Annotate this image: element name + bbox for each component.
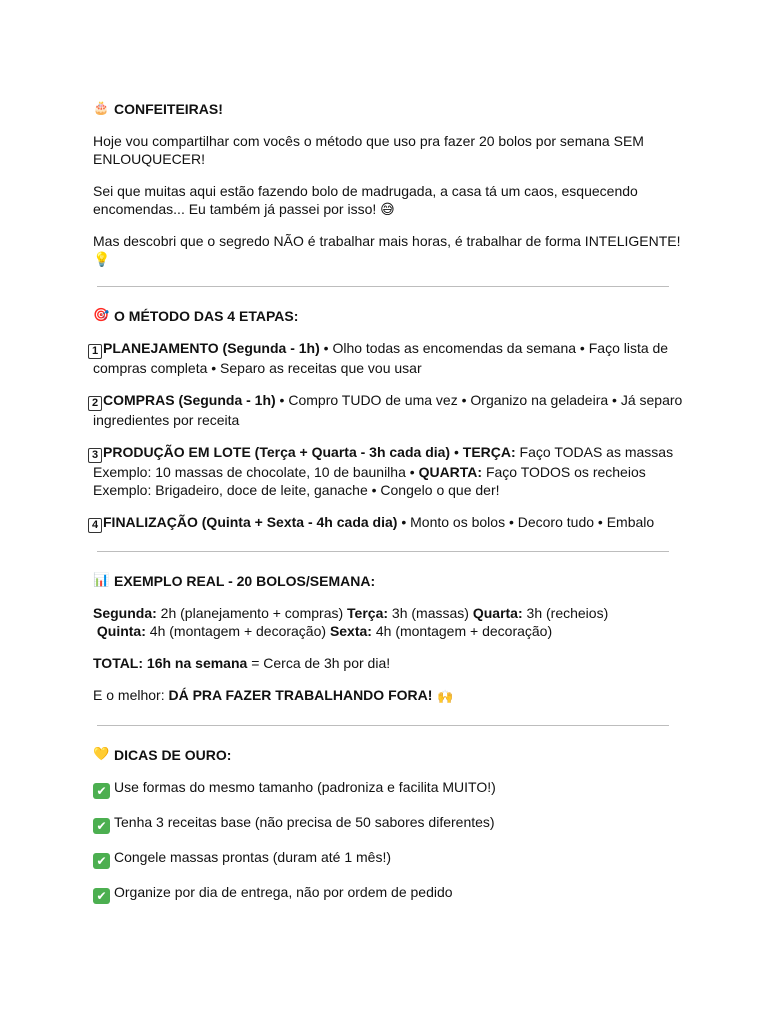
document-content <box>93 100 683 918</box>
quarta-text: Faço TODOS os recheios Exemplo: Brigadeiro, doce de leite, ganache • Congelo o que der! <box>93 464 646 498</box>
keycap-3-icon: 3 <box>88 448 102 463</box>
quinta-text: 4h (montagem + decoração) <box>145 623 330 639</box>
divider <box>97 286 669 287</box>
step-title: COMPRAS (Segunda - 1h) <box>103 392 276 408</box>
intro-paragraph-2: Sei que muitas aqui estão fazendo bolo de madrugada, a casa tá um caos, esquecendo encomendas... Eu também já passei por isso! 😅 <box>93 183 638 217</box>
tip-item <box>93 883 683 904</box>
intro-heading <box>93 100 683 118</box>
step-3 <box>93 443 683 499</box>
cake-icon: 🎂 <box>93 101 110 116</box>
example-heading <box>93 572 683 590</box>
method-title: O MÉTODO DAS 4 ETAPAS: <box>114 308 299 324</box>
method-heading <box>93 307 683 325</box>
step-2 <box>93 391 683 429</box>
divider <box>97 725 669 726</box>
intro-title: CONFEITEIRAS! <box>114 101 223 117</box>
tip-item <box>93 813 683 834</box>
step-text: • Olho todas as encomendas da semana • Faço lista de compras completa • Separo as receitas que vou usar <box>93 340 669 376</box>
tip-text: Use formas do mesmo tamanho (padroniza e facilita MUITO!) <box>114 779 496 795</box>
tips-title: DICAS DE OURO: <box>114 747 232 763</box>
yellow-heart-icon: 💛 <box>93 747 110 762</box>
step-text: • Monto os bolos • Decoro tudo • Embalo <box>397 514 655 530</box>
quinta-label: Quinta: <box>96 623 146 639</box>
check-mark-icon: ✔ <box>93 853 110 869</box>
target-icon: 🎯 <box>93 308 110 323</box>
tip-text: Tenha 3 receitas base (não precisa de 50 sabores diferentes) <box>114 814 495 830</box>
step-separator: • <box>450 444 463 460</box>
divider <box>97 551 669 552</box>
intro-paragraph-3: Mas descobri que o segredo NÃO é trabalhar mais horas, é trabalhar de forma INTELIGENTE! 💡 <box>93 233 681 267</box>
tips-heading <box>93 746 683 764</box>
example-title: EXEMPLO REAL - 20 BOLOS/SEMANA: <box>114 573 376 589</box>
tip-text: Organize por dia de entrega, não por ordem de pedido <box>114 884 453 900</box>
keycap-1-icon: 1 <box>88 344 102 359</box>
best-paragraph <box>93 686 683 707</box>
step-4 <box>93 513 683 533</box>
intro-paragraph-1: Hoje vou compartilhar com vocês o método que uso pra fazer 20 bolos por semana SEM ENLOUQUECER! <box>93 133 644 167</box>
segunda-text: 2h (planejamento + compras) <box>156 605 348 621</box>
terca-label: Terça: <box>347 605 389 621</box>
step-title: FINALIZAÇÃO (Quinta + Sexta - 4h cada dia) <box>103 514 398 530</box>
tip-item <box>93 778 683 799</box>
total-label: TOTAL: 16h na semana <box>93 655 248 671</box>
best-highlight: DÁ PRA FAZER TRABALHANDO FORA! <box>168 687 433 703</box>
keycap-4-icon: 4 <box>88 518 102 533</box>
quarta-text: 3h (recheios) <box>522 605 609 621</box>
total-paragraph <box>93 654 683 672</box>
quarta-label: QUARTA: <box>418 464 483 480</box>
schedule-paragraph <box>93 604 683 640</box>
terca-text: 3h (massas) <box>388 605 473 621</box>
check-mark-icon: ✔ <box>93 783 110 799</box>
keycap-2-icon: 2 <box>88 396 102 411</box>
sexta-label: Sexta: <box>329 623 372 639</box>
step-title: PRODUÇÃO EM LOTE (Terça + Quarta - 3h cada dia) <box>103 444 451 460</box>
tip-item <box>93 848 683 869</box>
step-title: PLANEJAMENTO (Segunda - 1h) <box>103 340 320 356</box>
step-1 <box>93 339 683 377</box>
step-text: • Compro TUDO de uma vez • Organizo na geladeira • Já separo ingredientes por receita <box>93 392 683 428</box>
sexta-text: 4h (montagem + decoração) <box>371 623 553 639</box>
raising-hands-icon: 🙌 <box>437 690 454 705</box>
tip-text: Congele massas prontas (duram até 1 mês!) <box>114 849 392 865</box>
total-text: = Cerca de 3h por dia! <box>247 655 391 671</box>
quarta-label: Quarta: <box>472 605 523 621</box>
terca-text: Faço TODAS as massas Exemplo: 10 massas de chocolate, 10 de baunilha • <box>93 444 674 480</box>
terca-label: TERÇA: <box>462 444 516 460</box>
segunda-label: Segunda: <box>93 605 157 621</box>
check-mark-icon: ✔ <box>93 818 110 834</box>
check-mark-icon: ✔ <box>93 888 110 904</box>
best-prefix: E o melhor: <box>93 687 169 703</box>
bar-chart-icon: 📊 <box>93 573 110 588</box>
